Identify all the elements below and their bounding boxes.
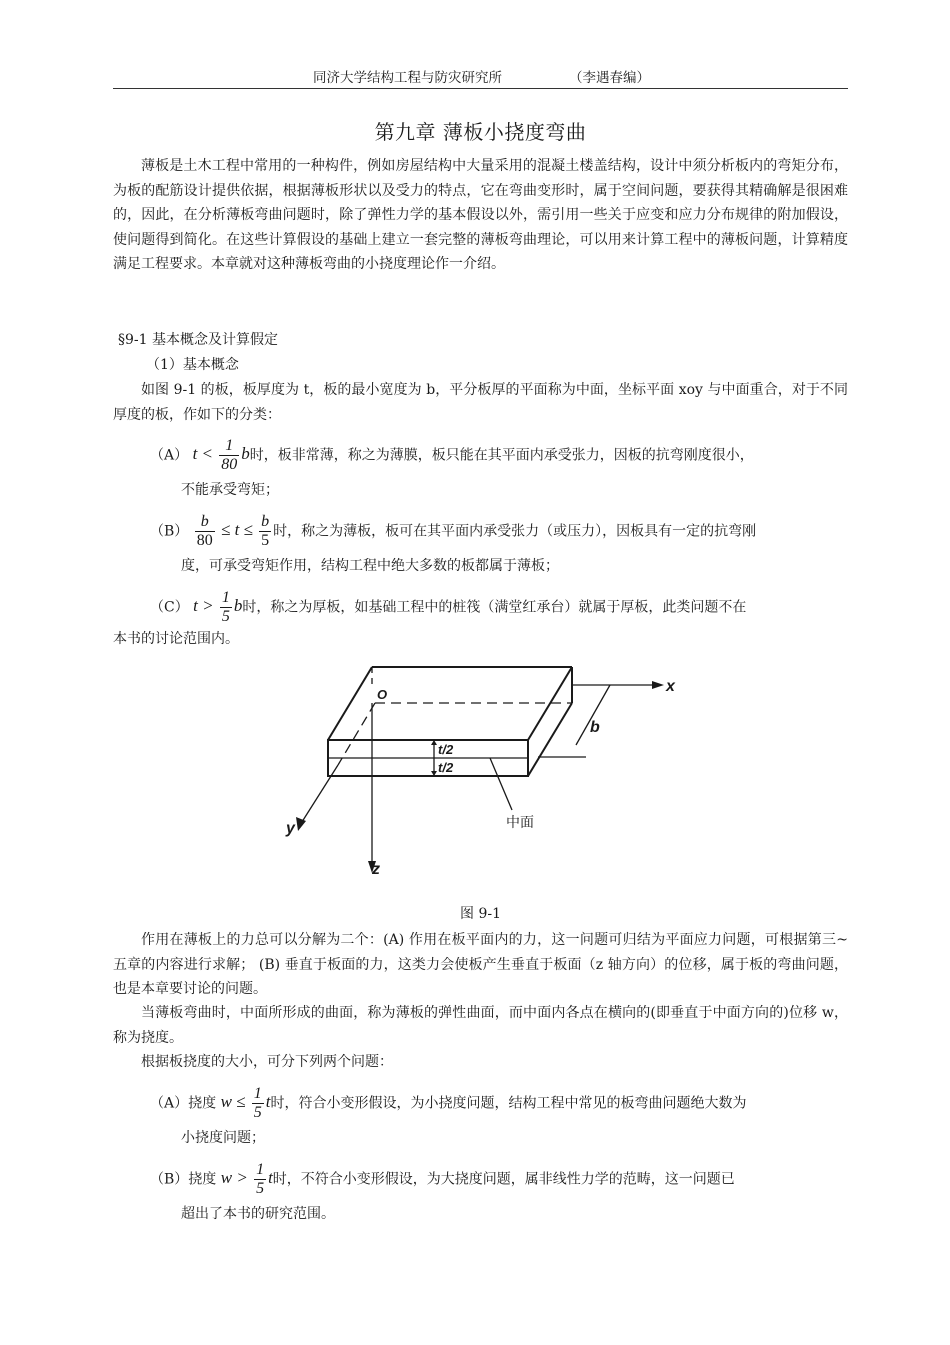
- deflection-a-continued: 小挠度问题；: [181, 1130, 265, 1146]
- deflection-a-text: 时，符合小变形假设，为小挠度问题，结构工程中常见的板弯曲问题绝大数为: [270, 1095, 747, 1112]
- case-c-formula: t > $\frac{1}{5}$ b: [193, 589, 243, 625]
- label-mid-plane: 中面: [506, 815, 534, 831]
- page-header: [113, 66, 848, 88]
- case-a-formula: t < $\frac{1}{80}$ b: [192, 437, 250, 473]
- intro-paragraph: 薄板是土木工程中常用的一种构件，例如房屋结构中大量采用的混凝土楼盖结构，设计中须分析板内的弯矩分布，为板的配筋设计提供依据，根据薄板形状以及受力的特点，它在弯曲变形时，属于空间问题，要获得其精确解是很困难的，因此，在分析薄板弯曲问题时，除了弹性力学的基本假设以外，需引用一些关于应变和应力分布规律的附加假设，使问题得到简化。在这些计算假设的基础上建立一套完整的薄板弯曲理论，可以用来计算工程中的薄板问题，计算精度满足工程要求。本章就对这种薄板弯曲的小挠度理论作一介绍。: [113, 158, 848, 272]
- mid-label-leader: [490, 758, 512, 810]
- y-axis-line: [300, 765, 338, 825]
- deflection-b-label: （B）挠度: [150, 1171, 217, 1188]
- plate-edge-left: [328, 667, 372, 740]
- x-arrow-icon: [652, 681, 664, 689]
- section-heading: §9-1 基本概念及计算假定: [118, 332, 278, 348]
- deflection-a-label: （A）挠度: [150, 1095, 217, 1112]
- label-t-bottom: t/2: [438, 760, 454, 775]
- deflection-a-formula: w ≤ $\frac{1}{5}$ t: [220, 1085, 271, 1121]
- label-b: b: [590, 719, 600, 736]
- label-x: x: [666, 678, 675, 695]
- case-c: [150, 589, 746, 626]
- case-b-label: （B）: [150, 523, 189, 540]
- case-b-continued: 度，可承受弯矩作用，结构工程中绝大多数的板都属于薄板；: [181, 558, 559, 574]
- case-a-text: 时，板非常薄，称之为薄膜，板只能在其平面内承受张力，因板的抗弯刚度很小，: [249, 447, 754, 464]
- case-c-continued: 本书的讨论范围内。: [113, 631, 239, 647]
- figure-caption: 图 9-1: [460, 906, 501, 922]
- deflection-b: [150, 1161, 735, 1198]
- deflection-b-continued: 超出了本书的研究范围。: [181, 1206, 335, 1222]
- label-o: O: [377, 687, 388, 702]
- label-z: z: [372, 861, 380, 878]
- case-b-formula: $\frac{b}{80}$ ≤ t ≤ $\frac{b}{5}$: [196, 513, 270, 549]
- case-b: [150, 513, 756, 550]
- case-c-label: （C）: [150, 599, 189, 616]
- plate-edge-right: [528, 667, 572, 740]
- case-a: [150, 437, 754, 474]
- deflection-b-formula: w > $\frac{1}{5}$ t: [220, 1161, 273, 1197]
- case-a-continued: 不能承受弯矩；: [181, 482, 279, 498]
- b-dimension-line: [576, 685, 610, 745]
- paragraph-definition: 如图 9-1 的板，板厚度为 t，板的最小宽度为 b，平分板厚的平面称为中面，坐标平面 xoy 与中面重合，对于不同厚度的板，作如下的分类：: [113, 382, 848, 423]
- deflection-b-text: 时，不符合小变形假设，为大挠度问题，属非线性力学的范畴，这一问题已: [272, 1171, 735, 1188]
- case-c-text: 时，称之为厚板，如基础工程中的桩筏（满堂红承台）就属于厚板，此类问题不在: [242, 599, 747, 616]
- header-org: 同济大学结构工程与防灾研究所: [313, 70, 502, 86]
- paragraph-deflection: 当薄板弯曲时，中面所形成的曲面，称为薄板的弹性曲面，而中面内各点在横向的(即垂直于中面方向的)位移 w，称为挠度。: [113, 1005, 848, 1046]
- plate-figure: [280, 655, 680, 880]
- subsection-heading: （1）基本概念: [146, 357, 239, 373]
- plate-side-bottom: [528, 703, 572, 776]
- header-rule: [113, 88, 848, 89]
- label-y: y: [286, 820, 295, 837]
- paragraph-forces: 作用在薄板上的力总可以分解为二个：(A) 作用在板平面内的力，这一问题可归结为平面应力问题，可根据第三~五章的内容进行求解； (B) 垂直于板面的力，这类力会使板产生垂直于板面（z 轴方向）的位移，属于板的弯曲问题，也是本章要讨论的问题。: [113, 932, 848, 997]
- paragraph-classify: 根据板挠度的大小，可分下列两个问题：: [141, 1054, 393, 1070]
- chapter-title: 第九章 薄板小挠度弯曲: [374, 120, 587, 144]
- label-t-top: t/2: [438, 742, 454, 757]
- case-b-text: 时，称之为薄板，板可在其平面内承受张力（或压力），因板具有一定的抗弯刚: [273, 523, 757, 540]
- header-editor: （李遇春编）: [569, 70, 650, 86]
- deflection-a: [150, 1085, 746, 1122]
- case-a-label: （A）: [150, 447, 189, 464]
